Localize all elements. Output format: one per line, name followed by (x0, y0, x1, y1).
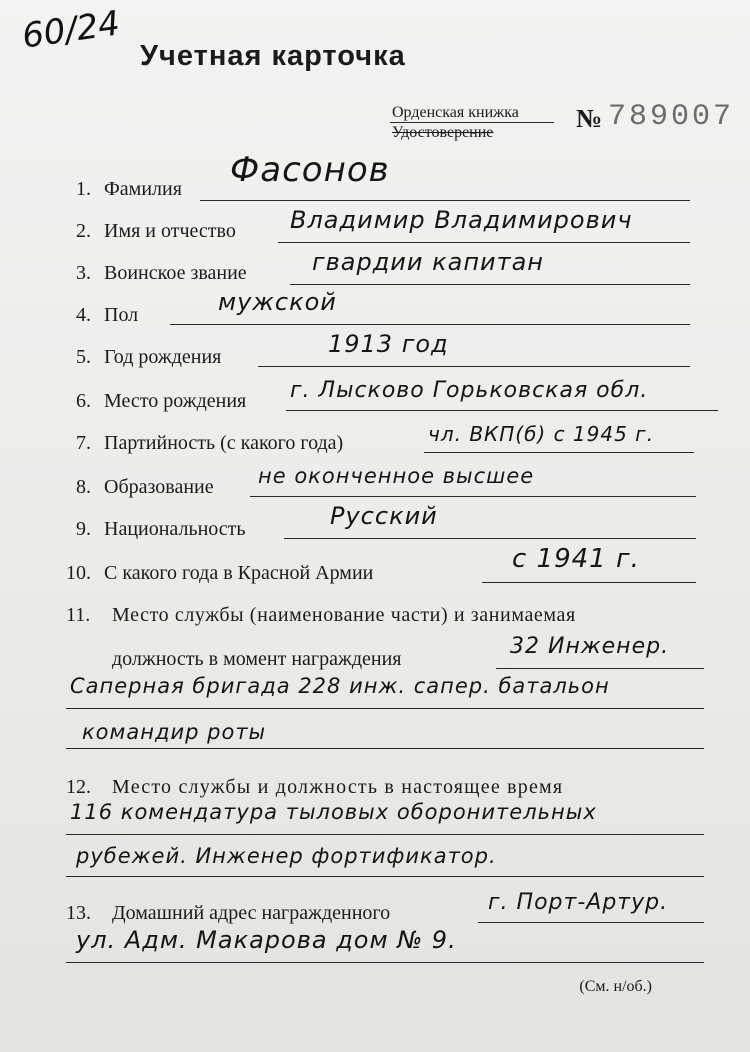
field-11-label-line1: Место службы (наименование части) и занимаемая (112, 604, 576, 626)
field-5-line (258, 366, 690, 367)
field-11-value-line1: 32 Инженер. (510, 634, 670, 659)
field-5-value: 1913 год (328, 330, 449, 358)
order-book-underline (390, 122, 554, 123)
field-10-number: 10. (66, 562, 91, 584)
number-sign: № (576, 104, 603, 133)
field-13-line1 (478, 922, 704, 923)
field-4-line (170, 324, 690, 325)
field-13-value-line2: ул. Адм. Макарова дом № 9. (76, 926, 457, 954)
field-11-line1 (496, 668, 704, 669)
field-11-value-line3: командир роты (82, 720, 267, 744)
certificate-label-crossed: Удостоверение (392, 124, 494, 141)
field-3-line (290, 284, 690, 285)
see-reverse-note: (См. н/об.) (579, 978, 652, 995)
order-book-label: Орденская книжка (392, 104, 519, 121)
field-3-number: 3. (76, 262, 91, 284)
field-3-value: гвардии капитан (312, 248, 544, 276)
field-1-number: 1. (76, 178, 91, 200)
field-6-number: 6. (76, 390, 91, 412)
field-11-line3 (66, 748, 704, 749)
order-book-number: 789007 (608, 100, 735, 134)
field-11-line2 (66, 708, 704, 709)
field-2-number: 2. (76, 220, 91, 242)
field-12-number: 12. (66, 776, 91, 798)
field-8-number: 8. (76, 476, 91, 498)
field-4-number: 4. (76, 304, 91, 326)
field-4-value: мужской (218, 288, 337, 316)
field-12-value-line2: рубежей. Инженер фортификатор. (76, 844, 497, 868)
field-7-value: чл. ВКП(б) с 1945 г. (428, 422, 655, 446)
field-9-number: 9. (76, 518, 91, 540)
field-6-label: Место рождения (104, 390, 247, 412)
field-5-label: Год рождения (104, 346, 222, 368)
field-10-label: С какого года в Красной Армии (104, 562, 374, 584)
field-12-label: Место службы и должность в настоящее время (112, 776, 564, 798)
field-13-line2 (66, 962, 704, 963)
field-7-number: 7. (76, 432, 91, 454)
field-7-line (424, 452, 694, 453)
field-10-value: с 1941 г. (512, 544, 640, 574)
field-6-value: г. Лысково Горьковская обл. (290, 378, 649, 403)
field-5-number: 5. (76, 346, 91, 368)
field-1-label: Фамилия (104, 178, 182, 200)
field-2-value: Владимир Владимирович (290, 206, 633, 234)
field-9-label: Национальность (104, 518, 246, 540)
field-8-label: Образование (104, 476, 214, 498)
field-4-label: Пол (104, 304, 139, 326)
field-6-line (286, 410, 718, 411)
field-13-value-line1: г. Порт-Артур. (488, 890, 669, 915)
field-11-value-line2: Саперная бригада 228 инж. сапер. батальон (70, 674, 610, 698)
corner-number: 60/24 (19, 3, 123, 57)
field-2-label: Имя и отчество (104, 220, 236, 242)
field-12-line2 (66, 876, 704, 877)
field-10-line (482, 582, 696, 583)
field-9-value: Русский (330, 502, 438, 530)
field-1-value: Фасонов (230, 150, 390, 190)
field-13-number: 13. (66, 902, 91, 924)
field-13-label: Домашний адрес награжденного (112, 902, 391, 924)
card-title: Учетная карточка (140, 40, 406, 72)
field-12-value-line1: 116 комендатура тыловых оборонительных (70, 800, 597, 824)
field-1-line (200, 200, 690, 201)
field-2-line (278, 242, 690, 243)
field-7-label: Партийность (с какого года) (104, 432, 344, 454)
field-9-line (284, 538, 696, 539)
field-11-label-line2: должность в момент награждения (112, 648, 402, 670)
field-11-number: 11. (66, 604, 91, 626)
field-3-label: Воинское звание (104, 262, 247, 284)
field-8-value: не оконченное высшее (258, 464, 535, 488)
field-8-line (250, 496, 696, 497)
field-12-line1 (66, 834, 704, 835)
